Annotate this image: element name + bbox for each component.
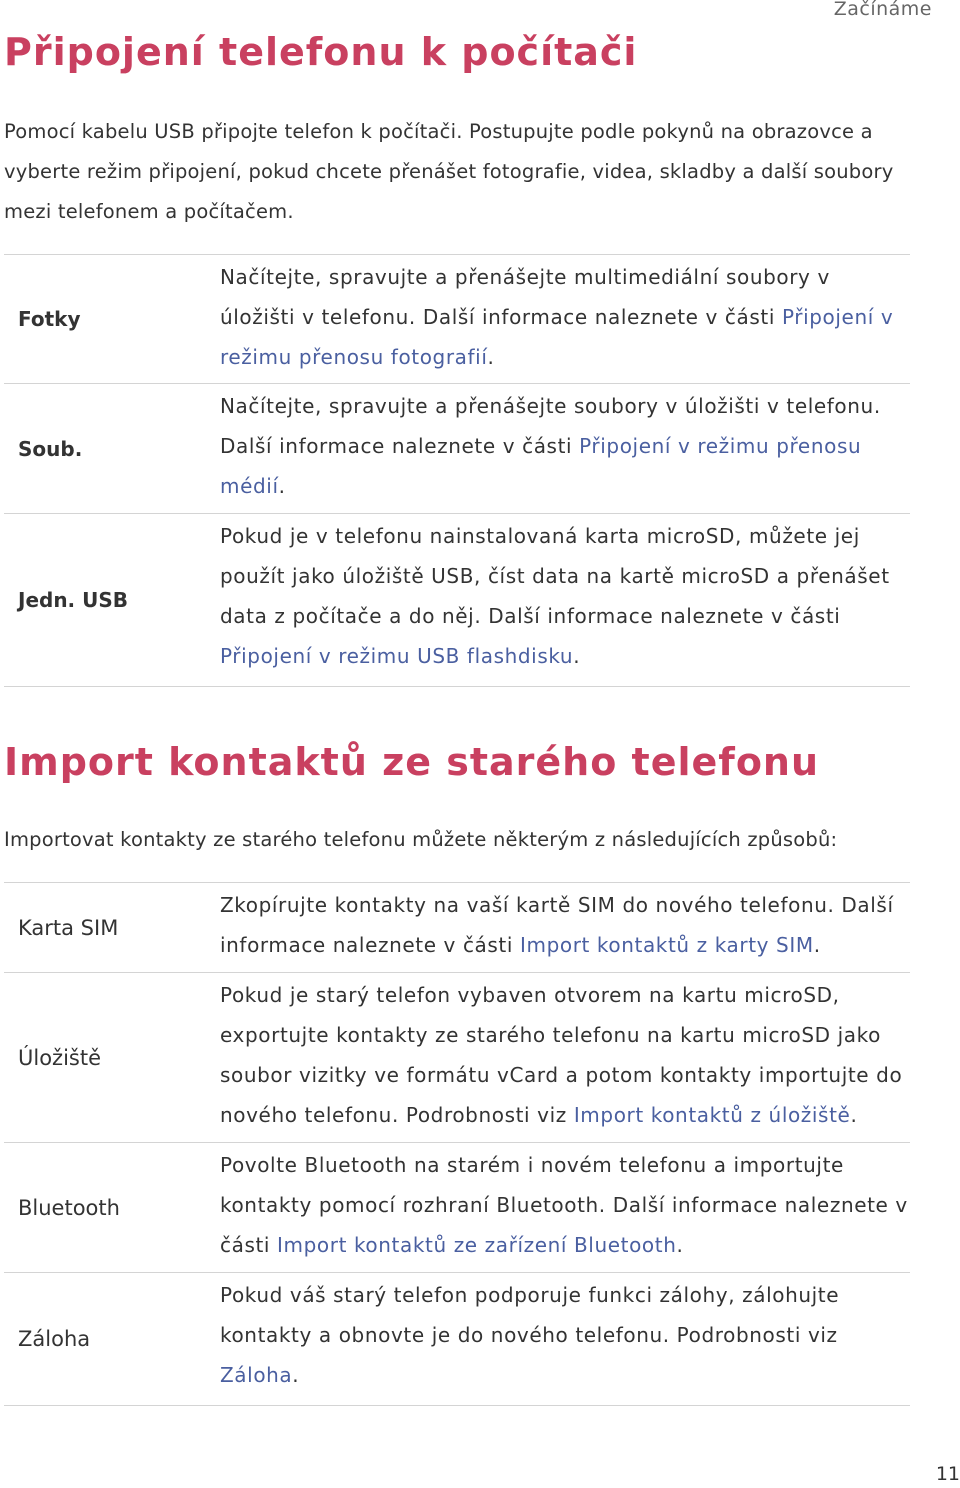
row-label-photos: Fotky — [18, 307, 81, 331]
connection-modes-table — [4, 254, 910, 687]
section-title-connect-pc: Připojení telefonu k počítači — [4, 30, 638, 74]
description-suffix: . — [850, 1103, 858, 1127]
description-text: Načítejte, spravujte a přenášejte soubory v úložišti v telefonu. Další informace naleznete v části — [220, 394, 881, 458]
description-suffix: . — [487, 345, 495, 369]
description-text: Načítejte, spravujte a přenášejte multimediální soubory v úložišti v telefonu. Další informace naleznete v části — [220, 265, 830, 329]
table-row — [4, 1143, 910, 1273]
cross-reference-link[interactable]: Připojení v režimu přenosu fotografií — [220, 305, 894, 369]
cross-reference-link[interactable]: Připojení v režimu přenosu médií — [220, 434, 862, 498]
table-row — [4, 973, 910, 1143]
row-label-usb-drive: Jedn. USB — [18, 588, 129, 612]
row-description — [220, 384, 910, 513]
cross-reference-link[interactable]: Import kontaktů z karty SIM — [519, 933, 814, 957]
description-suffix: . — [676, 1233, 684, 1257]
description-text: Povolte Bluetooth na starém i novém telefonu a importujte kontakty pomocí rozhraní Bluetooth. Další informace naleznete v části — [220, 1153, 908, 1257]
row-description — [220, 1273, 910, 1405]
row-label-files: Soub. — [18, 436, 83, 461]
description-text: Pokud váš starý telefon podporuje funkci zálohy, zálohujte kontakty a obnovte je do nového telefonu. Podrobnosti viz — [220, 1283, 840, 1347]
table-row — [4, 1273, 910, 1406]
table-row — [4, 384, 910, 514]
cross-reference-link[interactable]: Záloha — [220, 1363, 293, 1387]
description-suffix: . — [278, 474, 286, 498]
row-description — [220, 973, 910, 1142]
row-description — [220, 514, 910, 686]
table-row — [4, 883, 910, 973]
row-label-storage: Úložiště — [18, 1045, 102, 1070]
description-suffix: . — [813, 933, 821, 957]
row-description — [220, 1143, 910, 1272]
table-row — [4, 514, 910, 687]
page-number: 11 — [935, 1463, 960, 1485]
row-label-bluetooth: Bluetooth — [18, 1195, 120, 1220]
description-text: Pokud je starý telefon vybaven otvorem na kartu microSD, exportujte kontakty ze starého telefonu na kartu microSD jako soubor vizitky ve formátu vCard a potom kontakty importujte do nového telefonu. Podrobnosti viz — [220, 983, 903, 1127]
cross-reference-link[interactable]: Import kontaktů z úložiště — [573, 1103, 851, 1127]
import-methods-table — [4, 882, 910, 1406]
cross-reference-link[interactable]: Import kontaktů ze zařízení Bluetooth — [277, 1233, 677, 1257]
section-intro-connect-pc: Pomocí kabelu USB připojte telefon k počítači. Postupujte podle pokynů na obrazovce a vyberte režim připojení, pokud chcete přenášet fotografie, videa, skladby a další soubory mezi telefonem a počítačem. — [4, 120, 894, 223]
cross-reference-link[interactable]: Připojení v režimu USB flashdisku — [220, 644, 574, 668]
description-suffix: . — [573, 644, 581, 668]
description-suffix: . — [292, 1363, 300, 1387]
table-row — [4, 255, 910, 384]
section-intro-import-contacts: Importovat kontakty ze starého telefonu můžete některým z následujících způsobů: — [4, 828, 838, 851]
row-label-backup: Záloha — [18, 1327, 91, 1351]
description-text: Pokud je v telefonu nainstalovaná karta microSD, můžete jej použít jako úložiště USB, číst data na kartě microSD a přenášet data z počítače a do něj. Další informace naleznete v části — [220, 524, 890, 628]
running-header: Začínáme — [833, 0, 932, 20]
section-title-import-contacts: Import kontaktů ze starého telefonu — [4, 740, 820, 784]
row-description — [220, 883, 910, 972]
row-label-sim-card: Karta SIM — [18, 915, 119, 940]
description-text: Zkopírujte kontakty na vaší kartě SIM do nového telefonu. Další informace naleznete v části — [220, 893, 894, 957]
row-description — [220, 255, 910, 383]
